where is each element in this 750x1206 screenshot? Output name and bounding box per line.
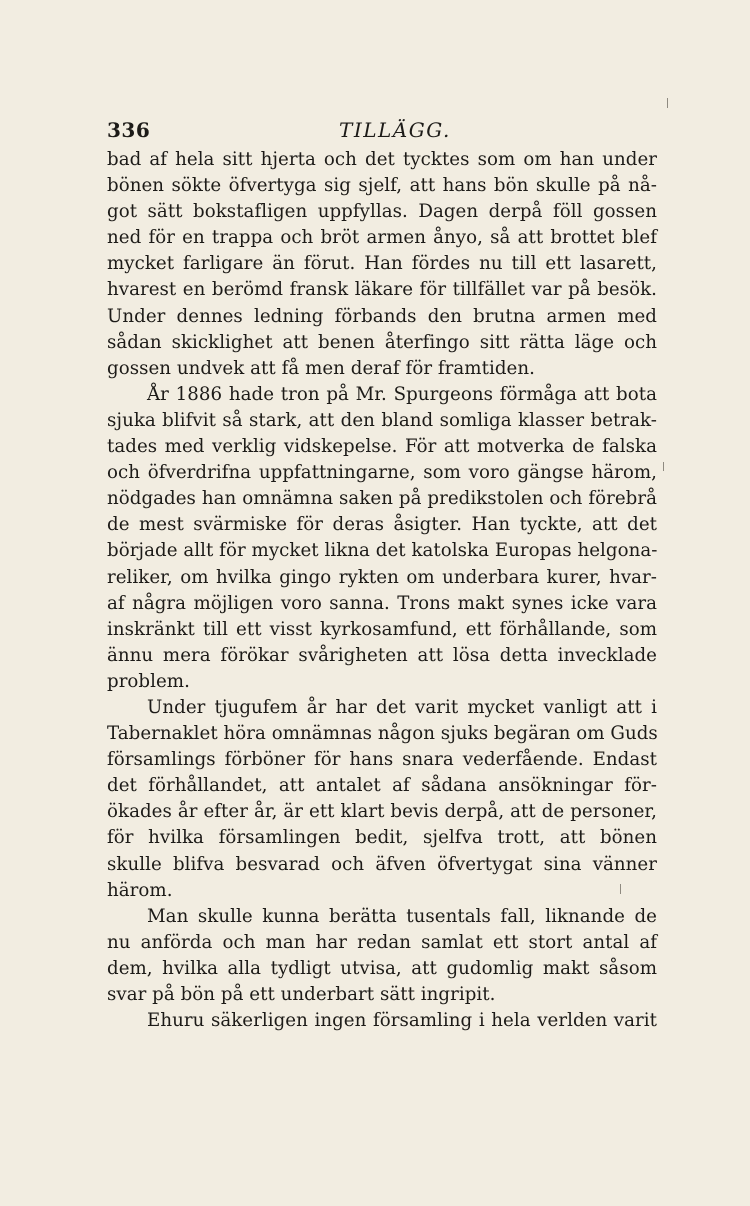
text-line: ännu mera förökar svårigheten att lösa detta invecklade	[107, 644, 657, 666]
text-line: ned för en trappa och bröt armen ånyo, så att brottet blef	[107, 227, 657, 249]
text-line: inskränkt till ett visst kyrkosamfund, ett förhållande, som	[107, 618, 657, 640]
paragraph-start-line: Under tjugufem år har det varit mycket vanligt att i	[147, 696, 657, 718]
paragraph-start-line: Man skulle kunna berätta tusentals fall, liknande de	[147, 905, 657, 927]
text-line: hvarest en berömd fransk läkare för tillfället var på besök.	[107, 279, 657, 301]
text-line: svar på bön på ett underbart sätt ingripit.	[107, 984, 496, 1005]
text-line: och öfverdrifna uppfattningarne, som voro gängse härom,	[107, 462, 657, 484]
text-line: det förhållandet, att antalet af sådana ansökningar för-	[107, 775, 657, 797]
text-line: började allt för mycket likna det katolska Europas helgona-	[107, 540, 658, 562]
text-line: ökades år efter år, är ett klart bevis derpå, att de personer,	[107, 801, 657, 823]
print-mark	[663, 462, 664, 471]
text-line: Under dennes ledning förbands den brutna armen med	[107, 305, 657, 327]
body-text	[107, 147, 657, 1034]
print-mark	[667, 98, 668, 108]
running-head: TILLÄGG.	[339, 118, 451, 142]
text-line: tades med verklig vidskepelse. För att motverka de falska	[107, 436, 657, 458]
text-line: Tabernaklet höra omnämnas någon sjuks begäran om Guds	[107, 723, 658, 745]
text-line: de mest svärmiske för deras åsigter. Han tyckte, att det	[107, 514, 657, 536]
text-line: härom.	[107, 879, 173, 901]
text-line: sjuka blifvit så stark, att den bland somliga klasser betrak-	[107, 409, 657, 431]
text-line: nu anförda och man har redan samlat ett stort antal af	[107, 931, 657, 953]
text-line: för hvilka församlingen bedit, sjelfva trott, att bönen	[107, 827, 657, 849]
text-line: mycket farligare än förut. Han fördes nu till ett lasarett,	[107, 253, 657, 275]
text-line: bad af hela sitt hjerta och det tycktes som om han under	[107, 149, 657, 170]
text-line: af några möjligen voro sanna. Trons makt synes icke vara	[107, 592, 657, 614]
print-mark	[620, 884, 621, 894]
text-line: problem.	[107, 670, 190, 692]
paragraph-start-line: År 1886 hade tron på Mr. Spurgeons förmåga att bota	[147, 383, 657, 405]
text-line: gossen undvek att få men deraf för framtiden.	[107, 357, 535, 379]
text-line: dem, hvilka alla tydligt utvisa, att gudomlig makt såsom	[107, 957, 657, 979]
text-line: nödgades han omnämna saken på predikstolen och förebrå	[107, 488, 657, 510]
text-line: skulle blifva besvarad och äfven öfvertygat sina vänner	[107, 853, 657, 875]
paragraph-start-line: Ehuru säkerligen ingen församling i hela verlden varit	[147, 1010, 657, 1032]
text-line: got sätt bokstafligen uppfyllas. Dagen derpå föll gossen	[107, 201, 657, 223]
text-line: församlings förböner för hans snara vederfående. Endast	[107, 749, 657, 771]
text-line: reliker, om hvilka gingo rykten om underbara kurer, hvar-	[107, 566, 657, 588]
text-line: bönen sökte öfvertyga sig sjelf, att hans bön skulle på nå-	[107, 175, 657, 197]
text-line: sådan skicklighet att benen återfingo sitt rätta läge och	[107, 331, 657, 353]
page-number: 336	[107, 118, 151, 142]
page-header	[107, 118, 657, 146]
